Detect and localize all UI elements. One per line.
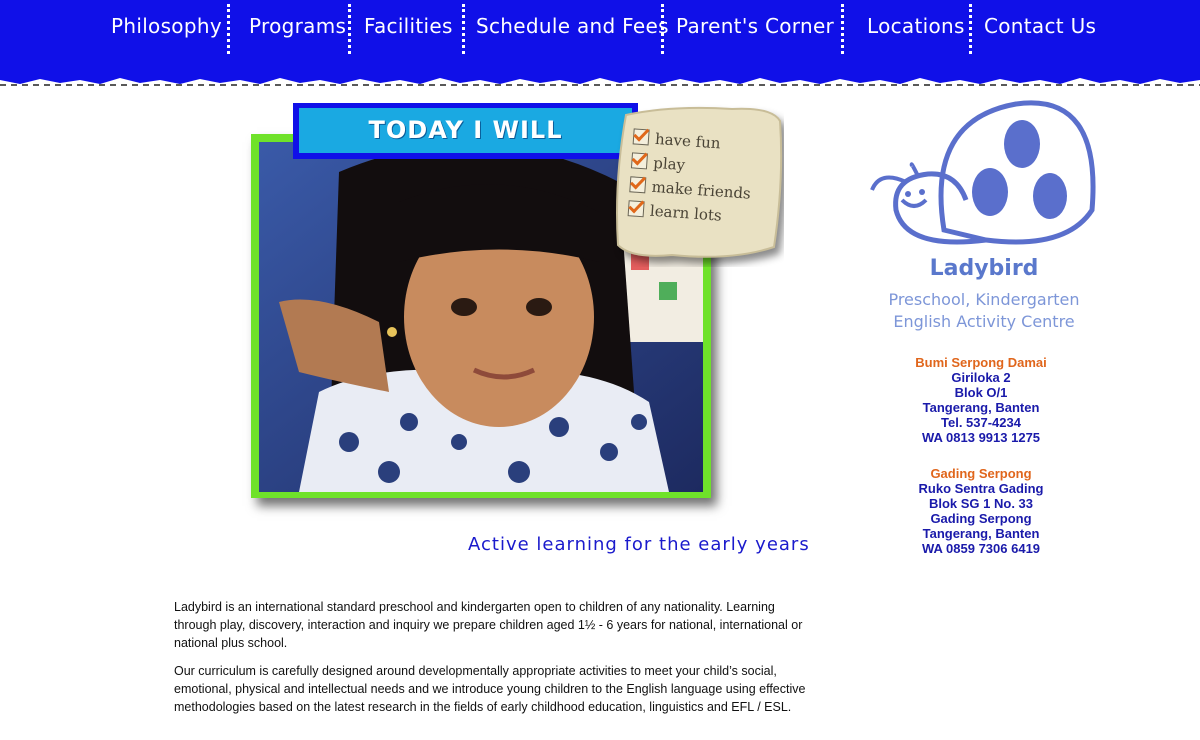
top-navigation [0, 0, 1200, 78]
ladybird-icon [866, 100, 1102, 260]
checkbox-checked-icon [631, 152, 648, 169]
checklist-item: play [631, 152, 686, 174]
checklist-note [612, 101, 784, 267]
address-line: Tangerang, Banten [922, 526, 1040, 541]
address-line: Gading Serpong [930, 511, 1032, 526]
location-title: Bumi Serpong Damai [915, 355, 1047, 370]
whatsapp-line: WA 0859 7306 6419 [921, 541, 1041, 556]
whatsapp-line: WA 0813 9913 1275 [921, 430, 1041, 445]
intro-paragraph-1: Ladybird is an international standard preschool and kindergarten open to children of any nationality. Learning through play, discovery, interaction and inquiry we prepare children aged 1½ - 6 years for national, international or national plus school. [174, 600, 803, 650]
nav-divider [969, 4, 972, 54]
intro-paragraph-2: Our curriculum is carefully designed around developmentally appropriate activities to meet your child’s social, emotional, physical and intellectual needs and we introduce young children to the English language using effective methodologies based on the latest research in the fields of early childhood education, linguistics and EFL / ESL. [174, 664, 806, 714]
address-line: Tangerang, Banten [922, 400, 1040, 415]
today-i-will-banner [293, 103, 638, 159]
checkbox-checked-icon [633, 128, 650, 145]
checkbox-checked-icon [628, 200, 645, 217]
location-gading-serpong [895, 466, 1067, 556]
logo-name: Ladybird [929, 256, 1039, 281]
phone-line: Tel. 537-4234 [941, 415, 1021, 430]
nav-divider [348, 4, 351, 54]
checklist-item: have fun [632, 128, 721, 152]
nav-divider [661, 4, 664, 54]
tagline: Active learning for the early years [468, 534, 810, 555]
location-bsd [895, 355, 1067, 445]
nav-divider [462, 4, 465, 54]
nav-locations[interactable]: Locations [867, 14, 965, 38]
address-line: Blok SG 1 No. 33 [928, 496, 1034, 511]
ladybird-logo[interactable] [866, 100, 1102, 340]
nav-torn-edge [0, 74, 1200, 88]
logo-subtitle-1: Preschool, Kindergarten [888, 290, 1080, 309]
checkbox-checked-icon [629, 176, 646, 193]
intro-text [174, 598, 814, 726]
nav-divider [841, 4, 844, 54]
nav-programs[interactable]: Programs [249, 14, 347, 38]
address-line: Blok O/1 [954, 385, 1008, 400]
nav-parents-corner[interactable]: Parent's Corner [676, 14, 835, 38]
address-line: Giriloka 2 [951, 370, 1011, 385]
nav-philosophy[interactable]: Philosophy [111, 14, 222, 38]
nav-divider [227, 4, 230, 54]
checklist-item: make friends [629, 176, 751, 202]
logo-subtitle-2: English Activity Centre [893, 312, 1075, 331]
nav-facilities[interactable]: Facilities [364, 14, 453, 38]
checklist [606, 95, 789, 273]
nav-contact-us[interactable]: Contact Us [984, 14, 1097, 38]
banner-text: TODAY I WILL [299, 108, 632, 153]
checklist-item: learn lots [627, 200, 722, 224]
location-title: Gading Serpong [930, 466, 1032, 481]
nav-schedule-and-fees[interactable]: Schedule and Fees [476, 14, 669, 38]
address-line: Ruko Sentra Gading [918, 481, 1044, 496]
